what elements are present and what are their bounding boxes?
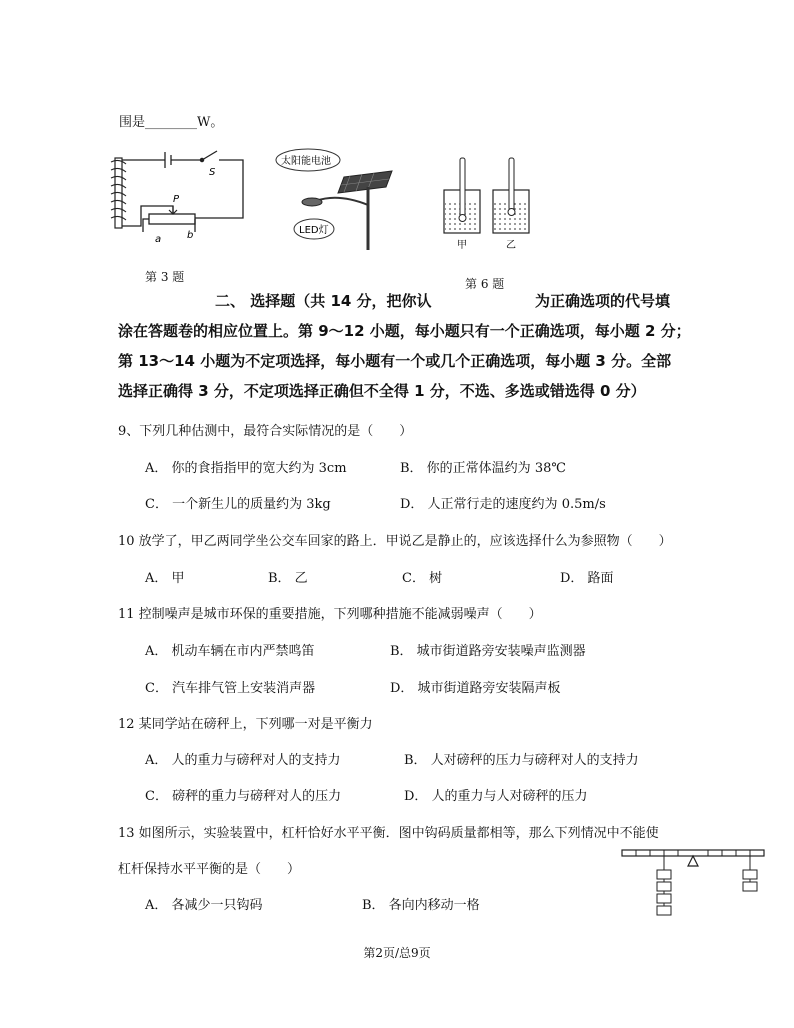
label-P: P <box>173 194 180 205</box>
q13-option-a: A． 各减少一只钩码 <box>145 898 263 913</box>
solar-label: 太阳能电池 <box>281 156 331 167</box>
q9-option-d: D． 人正常行走的速度约为 0.5m/s <box>400 497 606 512</box>
answer-blank: ________ <box>145 115 198 130</box>
top-line-prefix: 围是 <box>119 115 146 130</box>
q13-stem-line-2: 杠杆保持水平平衡的是（ ） <box>118 862 301 877</box>
figure-3-caption: 第 3 题 <box>145 270 185 284</box>
q12-option-c: C． 磅秤的重力与磅秤对人的压力 <box>145 789 342 804</box>
led-label: LED灯 <box>299 225 329 236</box>
q12-stem: 12 某同学站在磅秤上，下列哪一对是平衡力 <box>118 717 373 732</box>
figure-13-lever <box>618 842 768 922</box>
top-line <box>119 111 223 130</box>
section-2-heading: 二、 选择题（共 14 分，把你认 <box>215 292 432 310</box>
q10-option-d: D． 路面 <box>560 571 614 586</box>
figure-6-caption: 第 6 题 <box>465 277 505 291</box>
beaker-b-label: 乙 <box>506 240 516 251</box>
q10-stem: 10 放学了，甲乙两同学坐公交车回家的路上．甲说乙是静止的，应该选择什么为参照物（ ） <box>118 534 672 549</box>
top-line-suffix: W。 <box>197 115 224 130</box>
q11-option-a: A． 机动车辆在市内严禁鸣笛 <box>145 644 315 659</box>
q10-option-c: C． 树 <box>402 571 443 586</box>
section-2-instructions-2: 第 13～14 小题为不定项选择，每小题有一个或几个正确选项，每小题 3 分。全部 <box>118 352 672 370</box>
q13-stem-line-1: 13 如图所示，实验装置中，杠杆恰好水平平衡．图中钩码质量都相等，那么下列情况中不能使 <box>118 826 659 841</box>
q9-option-b: B． 你的正常体温约为 38℃ <box>400 461 566 476</box>
section-2-instructions-1: 涂在答题卷的相应位置上。第 9～12 小题，每小题只有一个正确选项，每小题 2 分； <box>118 322 691 340</box>
q12-option-d: D． 人的重力与人对磅秤的压力 <box>404 789 588 804</box>
page-number: 第2页/总9页 <box>363 946 431 960</box>
q9-option-a: A． 你的食指指甲的宽大约为 3cm <box>145 461 347 476</box>
q11-stem: 11 控制噪声是城市环保的重要措施，下列哪种措施不能减弱噪声（ ） <box>118 607 542 622</box>
figure-6-street-lamp <box>268 145 403 255</box>
section-2-heading-right: 为正确选项的代号填 <box>535 292 671 310</box>
figure-6-beakers <box>438 152 538 252</box>
q11-option-b: B． 城市街道路旁安装噪声监测器 <box>390 644 586 659</box>
beaker-a-label: 甲 <box>457 240 467 251</box>
label-S: S <box>209 167 216 178</box>
q12-option-a: A． 人的重力与磅秤对人的支持力 <box>145 753 341 768</box>
q10-option-a: A． 甲 <box>145 571 185 586</box>
q11-option-c: C． 汽车排气管上安装消声器 <box>145 681 316 696</box>
q9-stem: 9、下列几种估测中，最符合实际情况的是（ ） <box>118 424 413 439</box>
label-b: b <box>187 230 194 241</box>
section-2-instructions-3: 选择正确得 3 分，不定项选择正确但不全得 1 分，不选、多选或错选得 0 分） <box>118 382 646 400</box>
figure-3-circuit <box>105 142 250 247</box>
q9-option-c: C． 一个新生儿的质量约为 3kg <box>145 497 331 512</box>
q11-option-d: D． 城市街道路旁安装隔声板 <box>390 681 561 696</box>
q10-option-b: B． 乙 <box>268 571 308 586</box>
q13-option-b: B． 各向内移动一格 <box>362 898 480 913</box>
label-a: a <box>155 234 162 245</box>
q12-option-b: B． 人对磅秤的压力与磅秤对人的支持力 <box>404 753 639 768</box>
